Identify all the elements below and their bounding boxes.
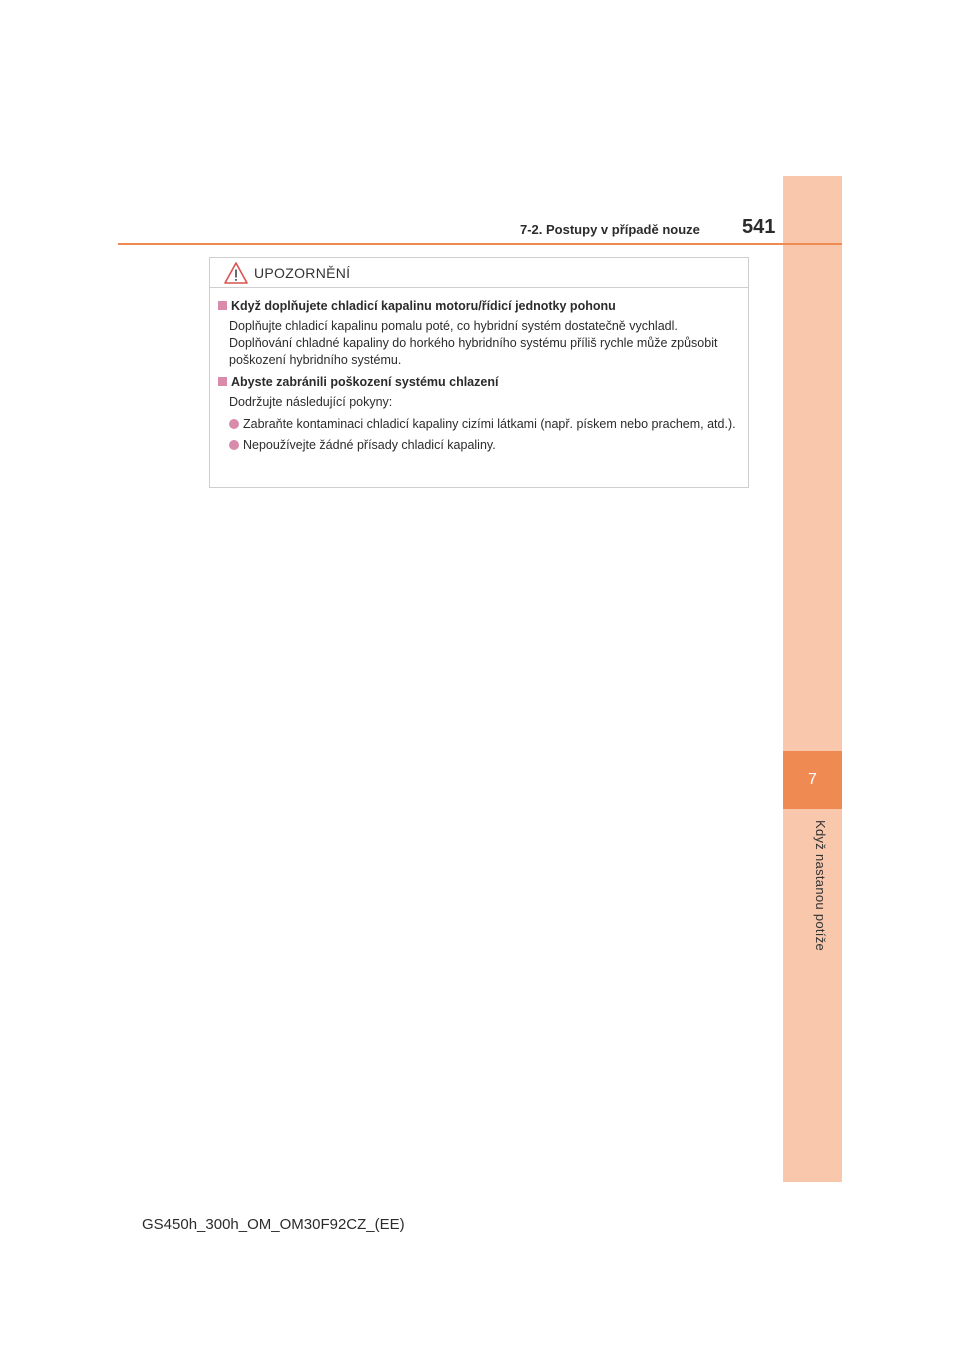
document-code: GS450h_300h_OM_OM30F92CZ_(EE) [142, 1216, 405, 1233]
section-heading-text: Když doplňujete chladicí kapalinu motoru/řídicí jednotky pohonu [231, 299, 616, 313]
chapter-side-tab [783, 176, 842, 1182]
square-bullet-icon [218, 301, 227, 310]
caution-title: UPOZORNĚNÍ [254, 264, 351, 281]
header-rule [118, 243, 842, 245]
chapter-number: 7 [783, 751, 842, 809]
list-item-text: Nepoužívejte žádné přísady chladicí kapaliny. [243, 438, 496, 452]
chapter-label: Když nastanou potíže [813, 820, 828, 952]
square-bullet-icon [218, 377, 227, 386]
caution-header [210, 258, 748, 288]
caution-box [209, 257, 749, 488]
section-title: 7-2. Postupy v případě nouze [520, 222, 700, 237]
caution-section-heading [218, 374, 740, 391]
circle-bullet-icon [229, 440, 239, 450]
page-number: 541 [742, 216, 776, 238]
list-item [229, 437, 740, 454]
list-item-text: Zabraňte kontaminaci chladicí kapaliny cizími látkami (např. pískem nebo prachem, atd.). [243, 417, 736, 431]
caution-section-heading [218, 298, 740, 315]
section-heading-text: Abyste zabránili poškození systému chlazení [231, 375, 499, 389]
section-paragraph: Dodržujte následující pokyny: [229, 395, 393, 409]
warning-triangle-icon [224, 262, 248, 284]
caution-body [210, 288, 748, 454]
list-item [229, 416, 740, 433]
section-paragraph: Doplňujte chladicí kapalinu pomalu poté, co hybridní systém dostatečně vychladl. Doplňování chladné kapaliny do horkého hybridního systému příliš rychle může způsobit poškození hybridního systému. [229, 319, 718, 367]
circle-bullet-icon [229, 419, 239, 429]
